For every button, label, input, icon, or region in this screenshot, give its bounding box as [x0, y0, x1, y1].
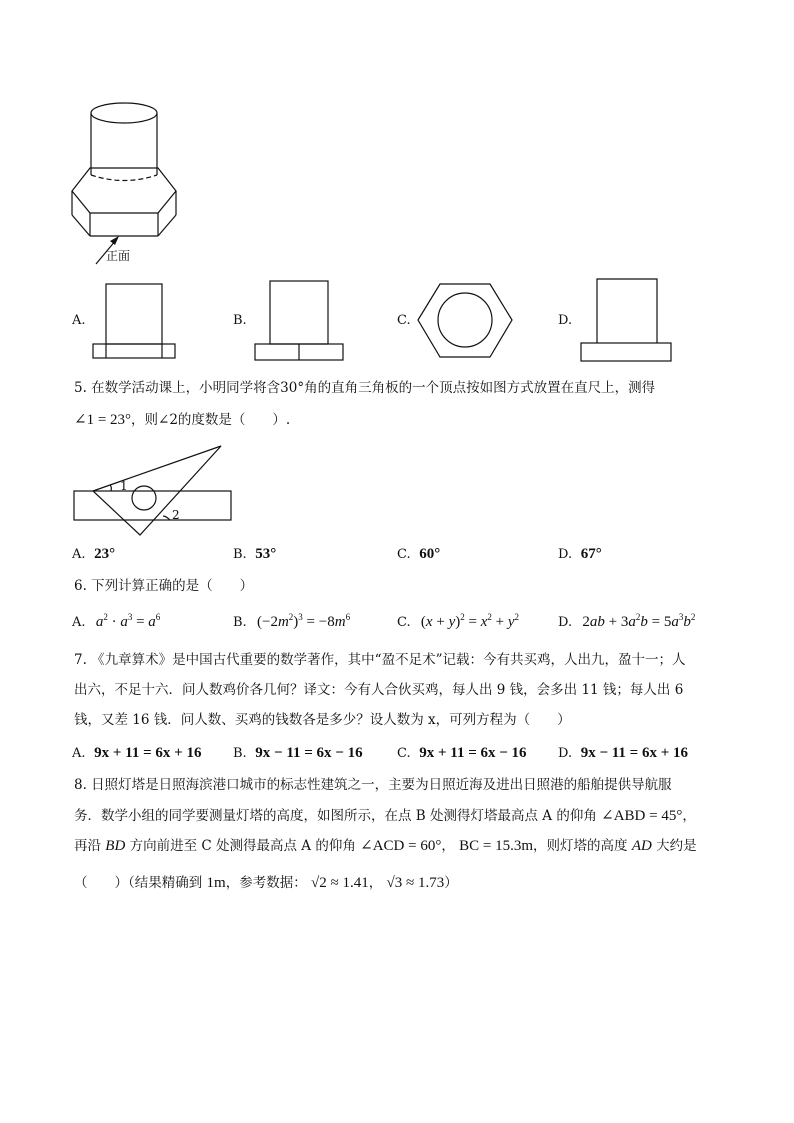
q8-stem-line3: 再沿 BD 方向前进至 C 处测得最高点 A 的仰角 ∠ACD = 60°， BC = 15.3m，则灯塔的高度 AD 大约是: [74, 838, 697, 854]
q8-ref-sqrt3: √3 ≈ 1.73: [386, 875, 445, 891]
q7-option-b-eq: 9x − 11 = 6x − 16: [255, 745, 363, 761]
q6-option-a-expr: $a^2 \cdot a^3 = a^6$: [95, 612, 161, 630]
q6-option-a[interactable]: [72, 612, 160, 633]
q5-angle1-label: 1: [120, 479, 128, 493]
q5-stem-line1: 5. 在数学活动课上，小明同学将含30°角的直角三角板的一个顶点按如图方式放置在直尺上，测得: [74, 380, 656, 396]
q5-option-b-letter: B.: [233, 547, 247, 562]
q7-option-b-letter: B.: [233, 746, 247, 761]
q4-front-label: 正面: [106, 249, 131, 263]
q6-stem: 6. 下列计算正确的是（ ）: [74, 578, 254, 594]
q8-line4-text-a: （ ）（结果精确到: [74, 875, 203, 891]
q5-option-c-value: 60°: [419, 546, 441, 562]
q8-stem-line1: 8. 日照灯塔是日照海滨港口城市的标志性建筑之一，主要为日照近海及进出日照港的船舶提供导航服: [74, 777, 672, 793]
q7-option-d-eq: 9x − 11 = 6x + 16: [580, 745, 689, 761]
q5-stem-tail: ，则∠2的度数是（ ）.: [131, 412, 291, 428]
q5-option-b[interactable]: [233, 544, 276, 565]
q8-line3-text-f: ，则灯塔的高度: [533, 838, 628, 854]
q5-option-a-value: 23°: [94, 546, 116, 562]
q6-option-a-letter: A.: [72, 615, 86, 630]
q5-angle2-label: 2: [172, 508, 180, 522]
q5-option-c[interactable]: [397, 544, 440, 565]
q8-line3-text-a: 再沿: [74, 838, 101, 854]
q8-line3-text-c: 方向前进至 C 处测得最高点 A 的仰角: [129, 838, 356, 854]
q6-option-b-expr: $(-2m^2)^3 = -8m^6$: [256, 612, 351, 630]
q5-option-d-value: 67°: [580, 546, 602, 562]
q7-option-c[interactable]: [397, 743, 527, 764]
q8-height-ad: AD: [631, 838, 652, 854]
q7-option-d-letter: D.: [558, 746, 573, 761]
q6-option-b[interactable]: [233, 612, 350, 633]
q8-precision-unit: 1m: [206, 875, 226, 891]
q7-option-c-eq: 9x + 11 = 6x − 16: [419, 745, 527, 761]
q5-option-a-letter: A.: [72, 547, 86, 562]
q5-angle1-condition: ∠1 = 23°: [74, 412, 132, 428]
q8-line-bd: BD: [105, 838, 126, 854]
q8-line2-text: 务．数学小组的同学要测量灯塔的高度，如图所示，在点 B 处测得灯塔最高点 A 的仰角: [74, 808, 597, 824]
q7-option-c-letter: C.: [397, 746, 411, 761]
q7-option-a-letter: A.: [72, 746, 86, 761]
q8-stem-line4: （ ）（结果精确到 1m，参考数据： √2 ≈ 1.41， √3 ≈ 1.73）: [74, 875, 458, 891]
q6-option-d[interactable]: [558, 612, 695, 633]
q4-option-a-letter[interactable]: A.: [72, 313, 86, 328]
q6-option-d-expr: $2ab + 3a^2b = 5a^3b^2$: [582, 612, 696, 630]
q6-option-b-letter: B.: [233, 615, 247, 630]
q8-line4-close: ）: [444, 875, 458, 891]
q4-option-d-letter[interactable]: D.: [558, 313, 573, 328]
q6-option-d-letter: D.: [558, 615, 573, 630]
q4-option-c-letter[interactable]: C.: [397, 313, 411, 328]
q7-stem-line2: 出六，不足十六．问人数鸡价各几何？译文：今有人合伙买鸡，每人出 9 钱，会多出 11 钱；每人出 6: [74, 682, 684, 698]
q6-option-c[interactable]: [397, 612, 519, 633]
q5-option-d[interactable]: [558, 544, 602, 565]
q4-option-b-letter[interactable]: B.: [233, 313, 247, 328]
q5-option-a[interactable]: [72, 544, 115, 565]
q5-option-c-letter: C.: [397, 547, 411, 562]
q7-option-d[interactable]: [558, 743, 688, 764]
q8-angle-acd: ∠ACD = 60°: [360, 838, 442, 854]
q8-length-bc: BC = 15.3m: [459, 838, 534, 854]
q7-option-a-eq: 9x + 11 = 6x + 16: [94, 745, 202, 761]
q6-option-c-letter: C.: [397, 615, 411, 630]
q6-option-c-expr: $(x + y)^2 = x^2 + y^2$: [420, 612, 520, 630]
q8-stem-line2: 务．数学小组的同学要测量灯塔的高度，如图所示，在点 B 处测得灯塔最高点 A 的仰角 ∠ABD = 45°，: [74, 808, 696, 824]
q5-option-b-value: 53°: [255, 546, 277, 562]
q7-option-b[interactable]: [233, 743, 363, 764]
q8-line3-text-h: 大约是: [656, 838, 697, 854]
q7-stem-line1: 7. 《九章算术》是中国古代重要的数学著作，其中“盈不足术”记载：今有共买鸡，人出九，盈十一；人: [74, 652, 686, 668]
q5-option-d-letter: D.: [558, 547, 573, 562]
q8-ref-sqrt2: √2 ≈ 1.41: [311, 875, 369, 891]
q8-angle-abd: ∠ABD = 45°: [601, 808, 683, 824]
q7-stem-line3: 钱，又差 16 钱．问人数、买鸡的钱数各是多少？设人数为 x，可列方程为（ ）: [74, 712, 571, 728]
q8-line4-text-c: ，参考数据：: [225, 875, 307, 891]
q7-option-a[interactable]: [72, 743, 201, 764]
